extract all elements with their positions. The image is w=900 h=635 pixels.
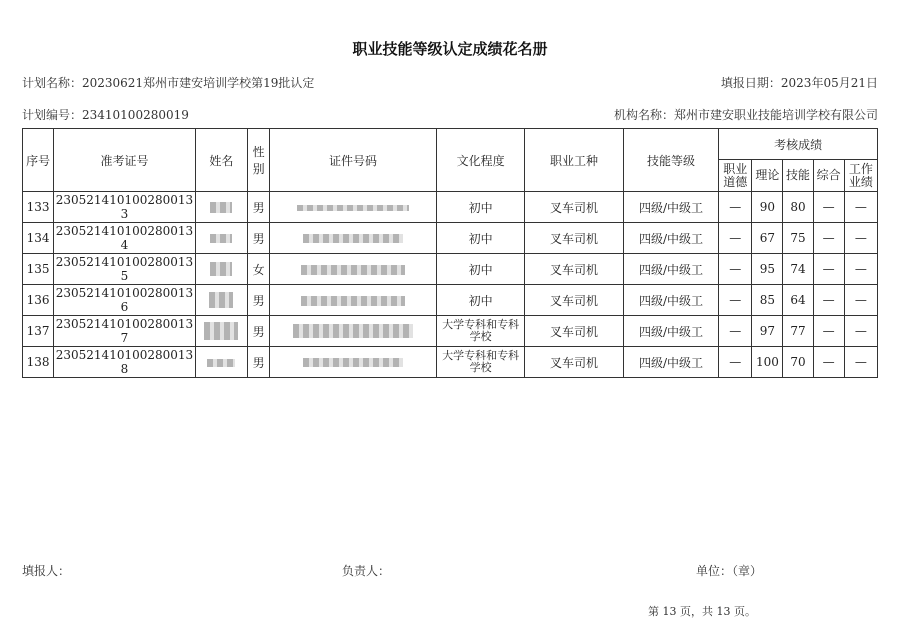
cell-gender: 女	[248, 254, 270, 285]
table-row	[23, 192, 878, 223]
cell-performance: —	[844, 223, 877, 254]
cell-ticket: 230521410100280013​4	[54, 223, 196, 254]
cell-ethics: —	[719, 192, 752, 223]
cell-comprehensive: —	[813, 192, 844, 223]
plan-name: 计划名称：20230621郑州市建安培训学校第19批认定	[22, 76, 315, 90]
cell-theory: 100	[752, 347, 783, 378]
cell-ethics: —	[719, 285, 752, 316]
cell-ethics: —	[719, 347, 752, 378]
cell-seq: 135	[23, 254, 54, 285]
table-row	[23, 316, 878, 347]
cell-ticket: 230521410100280013​6	[54, 285, 196, 316]
cell-comprehensive: —	[813, 347, 844, 378]
cell-comprehensive: —	[813, 316, 844, 347]
cell-ticket: 230521410100280013​8	[54, 347, 196, 378]
cell-skill: 77	[783, 316, 813, 347]
cell-gender: 男	[248, 223, 270, 254]
filler-label: 填报人：	[22, 564, 71, 578]
organization-name: 机构名称：郑州市建安职业技能培训学校有限公司	[613, 108, 878, 122]
redaction-block	[210, 262, 232, 276]
cell-skill: 70	[783, 347, 813, 378]
cell-name-redacted	[195, 347, 247, 378]
cell-education: 大学专科和专科学校	[436, 316, 524, 347]
table-row	[23, 223, 878, 254]
cell-theory: 67	[752, 223, 783, 254]
cell-education: 初中	[436, 285, 524, 316]
cell-level: 四级/中级工	[623, 347, 718, 378]
redaction-block	[210, 202, 232, 213]
header-name: 姓名	[195, 129, 247, 192]
cell-id-redacted	[270, 192, 437, 223]
header-comprehensive: 综合	[813, 160, 844, 192]
table-row	[23, 254, 878, 285]
cell-id-redacted	[270, 316, 437, 347]
cell-performance: —	[844, 254, 877, 285]
cell-performance: —	[844, 285, 877, 316]
cell-level: 四级/中级工	[623, 316, 718, 347]
cell-occupation: 叉车司机	[525, 254, 623, 285]
redaction-block	[210, 234, 232, 243]
cell-level: 四级/中级工	[623, 254, 718, 285]
cell-level: 四级/中级工	[623, 285, 718, 316]
header-education: 文化程度	[436, 129, 524, 192]
cell-comprehensive: —	[813, 285, 844, 316]
cell-theory: 97	[752, 316, 783, 347]
page-counter: 第 13 页，共 13 页。	[648, 605, 756, 618]
plan-number: 计划编号：23410100280019	[22, 108, 189, 122]
cell-gender: 男	[248, 285, 270, 316]
cell-skill: 64	[783, 285, 813, 316]
cell-seq: 136	[23, 285, 54, 316]
cell-performance: —	[844, 316, 877, 347]
cell-skill: 80	[783, 192, 813, 223]
cell-occupation: 叉车司机	[525, 285, 623, 316]
cell-education: 初中	[436, 223, 524, 254]
score-roster-table	[22, 128, 878, 378]
redaction-block	[204, 322, 238, 340]
cell-gender: 男	[248, 316, 270, 347]
header-performance: 工作业绩	[844, 160, 877, 192]
cell-comprehensive: —	[813, 223, 844, 254]
redaction-block	[209, 292, 233, 308]
cell-ticket: 230521410100280013​5	[54, 254, 196, 285]
responsible-label: 负责人：	[342, 564, 391, 578]
cell-education: 初中	[436, 192, 524, 223]
cell-name-redacted	[195, 254, 247, 285]
cell-ethics: —	[719, 223, 752, 254]
cell-occupation: 叉车司机	[525, 347, 623, 378]
cell-seq: 137	[23, 316, 54, 347]
cell-gender: 男	[248, 347, 270, 378]
cell-education: 大学专科和专科学校	[436, 347, 524, 378]
cell-ethics: —	[719, 316, 752, 347]
cell-id-redacted	[270, 347, 437, 378]
table-row	[23, 347, 878, 378]
header-skill: 技能	[783, 160, 813, 192]
cell-ethics: —	[719, 254, 752, 285]
redaction-block	[303, 234, 403, 243]
cell-ticket: 230521410100280013​7	[54, 316, 196, 347]
cell-occupation: 叉车司机	[525, 192, 623, 223]
cell-gender: 男	[248, 192, 270, 223]
cell-occupation: 叉车司机	[525, 223, 623, 254]
redaction-block	[301, 296, 405, 306]
redaction-block	[301, 265, 405, 275]
cell-name-redacted	[195, 192, 247, 223]
cell-education: 初中	[436, 254, 524, 285]
cell-name-redacted	[195, 223, 247, 254]
redaction-block	[303, 358, 403, 367]
header-ethics: 职业道德	[719, 160, 752, 192]
cell-seq: 134	[23, 223, 54, 254]
header-occupation: 职业工种	[525, 129, 623, 192]
unit-seal-label: 单位：（章）	[696, 564, 763, 578]
cell-performance: —	[844, 192, 877, 223]
page-title: 职业技能等级认定成绩花名册	[352, 40, 548, 58]
cell-id-redacted	[270, 223, 437, 254]
roster-body	[23, 192, 878, 378]
redaction-block	[293, 324, 413, 338]
cell-skill: 75	[783, 223, 813, 254]
redaction-block	[297, 205, 409, 211]
cell-id-redacted	[270, 254, 437, 285]
cell-level: 四级/中级工	[623, 223, 718, 254]
header-level: 技能等级	[623, 129, 718, 192]
header-gender: 性别	[248, 129, 270, 192]
cell-theory: 85	[752, 285, 783, 316]
cell-comprehensive: —	[813, 254, 844, 285]
header-id: 证件号码	[270, 129, 437, 192]
cell-occupation: 叉车司机	[525, 316, 623, 347]
table-row	[23, 285, 878, 316]
header-ticket: 准考证号	[54, 129, 196, 192]
header-scores: 考核成绩	[719, 129, 878, 160]
cell-theory: 90	[752, 192, 783, 223]
cell-name-redacted	[195, 316, 247, 347]
cell-performance: —	[844, 347, 877, 378]
cell-seq: 138	[23, 347, 54, 378]
cell-theory: 95	[752, 254, 783, 285]
cell-level: 四级/中级工	[623, 192, 718, 223]
fill-date: 填报日期：2023年05月21日	[720, 76, 878, 90]
redaction-block	[207, 359, 235, 367]
header-seq: 序号	[23, 129, 54, 192]
cell-seq: 133	[23, 192, 54, 223]
cell-ticket: 230521410100280013​3	[54, 192, 196, 223]
cell-id-redacted	[270, 285, 437, 316]
cell-name-redacted	[195, 285, 247, 316]
cell-skill: 74	[783, 254, 813, 285]
header-theory: 理论	[752, 160, 783, 192]
